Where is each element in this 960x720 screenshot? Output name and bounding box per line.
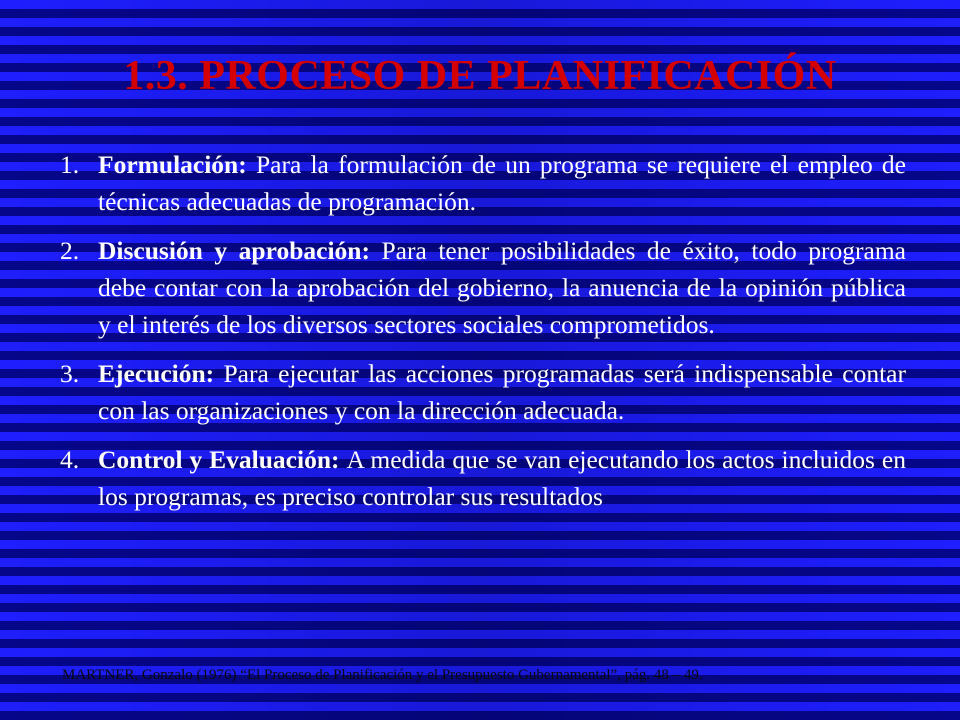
list-item: [60, 355, 906, 429]
list-item: [60, 146, 906, 220]
item-term: Ejecución:: [98, 359, 224, 388]
item-number: 1.: [60, 150, 80, 179]
slide-title: 1.3. PROCESO DE PLANIFICACIÓN: [123, 53, 837, 99]
item-text: Para tener posibilidades de éxito, todo programa debe contar con la aprobación del gobierno, la anuencia de la opinión pública y el interés de los diversos sectores sociales comprometidos.: [98, 236, 906, 339]
list-item: [60, 232, 906, 343]
list-item: [60, 441, 906, 515]
item-term: Discusión y aprobación:: [98, 236, 382, 265]
item-number: 4.: [60, 445, 80, 474]
item-number: 2.: [60, 236, 80, 265]
item-term: Formulación:: [98, 150, 256, 179]
item-term: Control y Evaluación:: [98, 445, 347, 474]
item-text: Para ejecutar las acciones programadas será indispensable contar con las organizaciones y con la dirección adecuada.: [98, 359, 906, 425]
item-number: 3.: [60, 359, 80, 388]
item-text: A medida que se van ejecutando los actos incluidos en los programas, es preciso controlar sus resultados: [98, 445, 906, 511]
source-citation: MARTNER, Gonzalo (1976) “El Proceso de Planificación y el Presupuesto Gubernamental”, pág. 48 – 49.: [62, 667, 703, 683]
item-text: Para la formulación de un programa se requiere el empleo de técnicas adecuadas de programación.: [98, 150, 906, 216]
process-steps-list: [60, 146, 906, 527]
